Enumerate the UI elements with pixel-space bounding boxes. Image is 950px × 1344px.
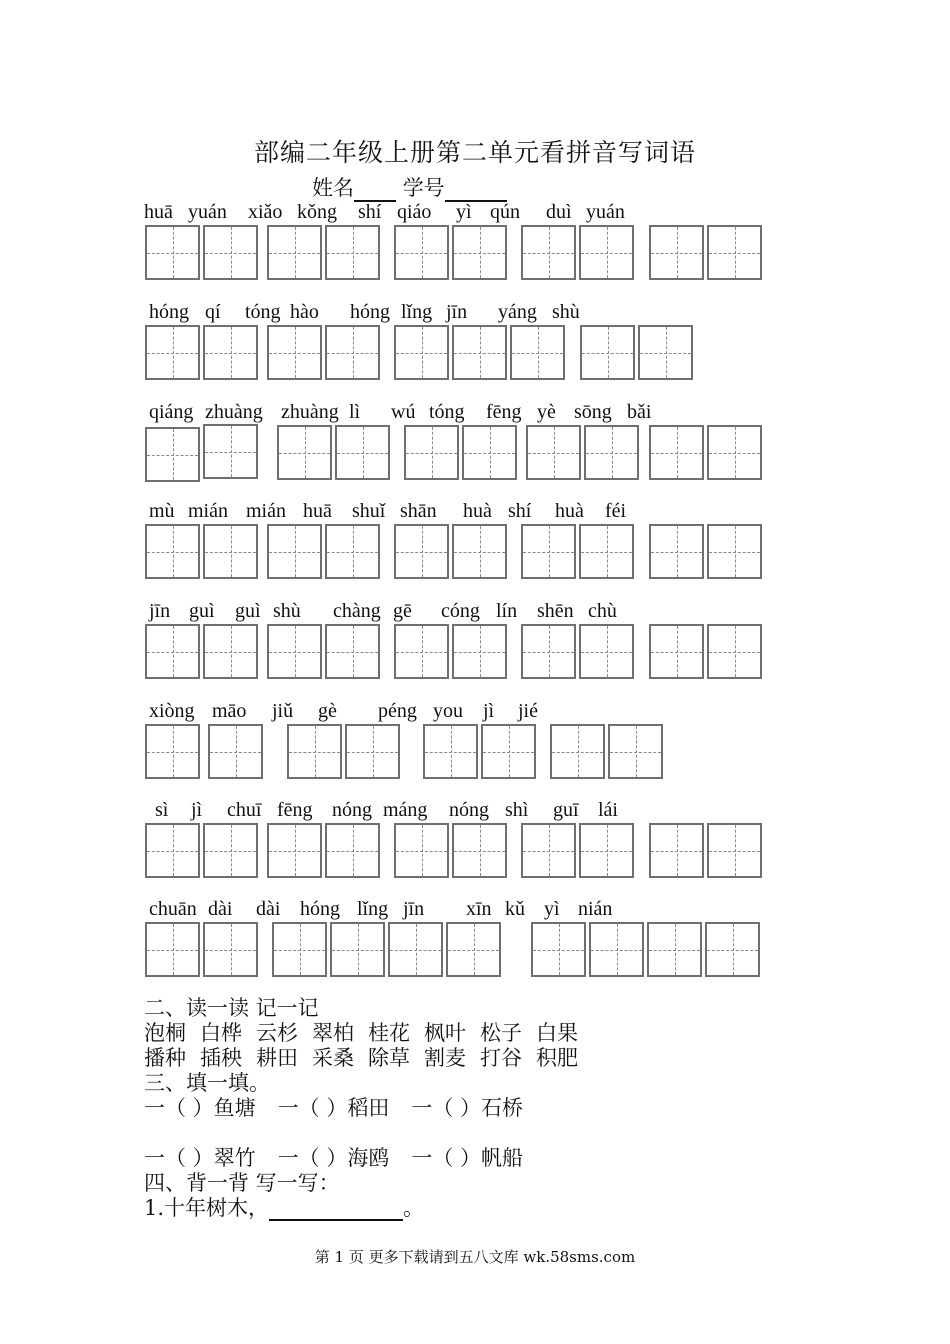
vocab-word: 插秧 xyxy=(200,1046,242,1070)
pinyin-syllable: guì xyxy=(189,600,215,622)
pinyin-syllable: gē xyxy=(393,600,412,622)
writing-box[interactable] xyxy=(510,325,565,380)
writing-box[interactable] xyxy=(707,823,762,878)
writing-box[interactable] xyxy=(267,624,322,679)
writing-box[interactable] xyxy=(203,524,258,579)
pinyin-syllable: huà xyxy=(463,500,492,522)
pinyin-syllable: qiáng xyxy=(149,401,194,423)
writing-box[interactable] xyxy=(145,624,200,679)
fill-blank-item[interactable]: 一（ ）帆船 xyxy=(411,1146,524,1170)
writing-box[interactable] xyxy=(707,225,762,280)
pinyin-syllable: fēng xyxy=(486,401,522,423)
writing-box[interactable] xyxy=(452,225,507,280)
writing-box[interactable] xyxy=(203,823,258,878)
writing-box[interactable] xyxy=(584,425,639,480)
pinyin-syllable: fēng xyxy=(277,799,313,821)
pinyin-syllable: xiòng xyxy=(149,700,195,722)
vocab-word: 打谷 xyxy=(480,1046,522,1070)
pinyin-row-7 xyxy=(0,798,950,898)
writing-box[interactable] xyxy=(267,225,322,280)
vocab-word: 枫叶 xyxy=(424,1021,466,1045)
pinyin-syllable: lǐng xyxy=(401,301,433,323)
fill-blank-item[interactable]: 一（ ）鱼塘 xyxy=(144,1096,256,1120)
pinyin-syllable: hóng xyxy=(149,301,189,323)
writing-box[interactable] xyxy=(145,325,200,380)
writing-box[interactable] xyxy=(272,922,327,977)
vocab-word: 云杉 xyxy=(256,1021,298,1045)
pinyin-syllable: qún xyxy=(490,201,520,223)
pinyin-syllable: chàng xyxy=(333,600,381,622)
section-4-title: 四、背一背 写一写： xyxy=(144,1171,340,1195)
pinyin-syllable: shí xyxy=(358,201,382,223)
writing-box[interactable] xyxy=(325,225,380,280)
pinyin-syllable: jīn xyxy=(446,301,468,323)
pinyin-syllable: zhuàng xyxy=(205,401,263,423)
writing-box[interactable] xyxy=(452,325,507,380)
pinyin-syllable: cóng xyxy=(441,600,480,622)
writing-box[interactable] xyxy=(145,427,200,482)
id-blank[interactable] xyxy=(445,180,507,202)
writing-box[interactable] xyxy=(145,524,200,579)
pinyin-row-4 xyxy=(0,499,950,599)
writing-box[interactable] xyxy=(705,922,760,977)
writing-box[interactable] xyxy=(203,225,258,280)
recite-blank[interactable] xyxy=(269,1199,403,1221)
pinyin-syllable: nián xyxy=(578,898,613,920)
pinyin-syllable: xiǎo xyxy=(248,201,283,223)
writing-box[interactable] xyxy=(580,325,635,380)
pinyin-syllable: hóng xyxy=(350,301,390,323)
vocab-word: 除草 xyxy=(368,1046,410,1070)
writing-box[interactable] xyxy=(707,425,762,480)
writing-box[interactable] xyxy=(394,624,449,679)
pinyin-row-3 xyxy=(0,400,950,500)
pinyin-syllable: chuān xyxy=(149,898,197,920)
pinyin-syllable: nóng xyxy=(332,799,372,821)
pinyin-syllable: féi xyxy=(605,500,627,522)
pinyin-syllable: gè xyxy=(318,700,337,722)
section-3-title: 三、填一填。 xyxy=(144,1071,270,1095)
writing-box[interactable] xyxy=(579,624,634,679)
pinyin-syllable: kǒng xyxy=(297,201,337,223)
writing-box[interactable] xyxy=(531,922,586,977)
writing-box[interactable] xyxy=(267,325,322,380)
vocab-word: 桂花 xyxy=(368,1021,410,1045)
writing-box[interactable] xyxy=(550,724,605,779)
recite-prefix: 1.十年树木， xyxy=(144,1196,270,1220)
pinyin-syllable: jīn xyxy=(149,600,171,622)
pinyin-syllable: lín xyxy=(496,600,518,622)
fill-blank-item[interactable]: 一（ ）翠竹 xyxy=(144,1146,256,1170)
pinyin-syllable: bǎi xyxy=(627,401,652,423)
pinyin-syllable: jiǔ xyxy=(272,700,294,722)
fill-blank-item[interactable]: 一（ ）石桥 xyxy=(411,1096,524,1120)
pinyin-syllable: wú xyxy=(391,401,416,423)
vocab-word: 播种 xyxy=(144,1046,186,1070)
pinyin-syllable: dài xyxy=(208,898,233,920)
writing-box[interactable] xyxy=(145,724,200,779)
pinyin-syllable: máng xyxy=(383,799,428,821)
pinyin-syllable: dài xyxy=(256,898,281,920)
pinyin-syllable: shēn xyxy=(537,600,574,622)
pinyin-syllable: yáng xyxy=(498,301,537,323)
writing-box[interactable] xyxy=(325,524,380,579)
pinyin-syllable: jì xyxy=(483,700,495,722)
writing-box[interactable] xyxy=(267,823,322,878)
pinyin-syllable: mián xyxy=(188,500,228,522)
pinyin-syllable: guì xyxy=(235,600,261,622)
writing-box[interactable] xyxy=(330,922,385,977)
vocab-word: 翠柏 xyxy=(312,1021,354,1045)
writing-box[interactable] xyxy=(649,524,704,579)
pinyin-syllable: tóng xyxy=(245,301,281,323)
writing-box[interactable] xyxy=(423,724,478,779)
writing-box[interactable] xyxy=(394,225,449,280)
pinyin-syllable: xīn xyxy=(466,898,492,920)
pinyin-syllable: yuán xyxy=(188,201,227,223)
pinyin-syllable: shù xyxy=(552,301,580,323)
pinyin-syllable: mián xyxy=(246,500,286,522)
vocab-word: 耕田 xyxy=(256,1046,298,1070)
writing-box[interactable] xyxy=(388,922,443,977)
pinyin-syllable: yì xyxy=(456,201,472,223)
section-2-title: 二、读一读 记一记 xyxy=(144,996,319,1020)
pinyin-syllable: shì xyxy=(505,799,529,821)
vocab-word: 割麦 xyxy=(424,1046,466,1070)
pinyin-syllable: kǔ xyxy=(505,898,525,920)
section-3-line-2 xyxy=(144,1146,545,1171)
pinyin-syllable: hào xyxy=(290,301,319,323)
vocab-word: 白果 xyxy=(536,1021,578,1045)
pinyin-syllable: shān xyxy=(400,500,437,522)
writing-box[interactable] xyxy=(208,724,263,779)
writing-box[interactable] xyxy=(452,823,507,878)
pinyin-syllable: shù xyxy=(273,600,301,622)
pinyin-syllable: tóng xyxy=(429,401,465,423)
writing-box[interactable] xyxy=(579,225,634,280)
pinyin-row-5 xyxy=(0,599,950,699)
writing-box[interactable] xyxy=(649,823,704,878)
pinyin-syllable: jīn xyxy=(403,898,425,920)
pinyin-syllable: guī xyxy=(553,799,579,821)
id-label: 学号 xyxy=(402,176,445,200)
pinyin-syllable: zhuàng xyxy=(281,401,339,423)
vocab-word: 积肥 xyxy=(536,1046,578,1070)
writing-box[interactable] xyxy=(277,425,332,480)
writing-box[interactable] xyxy=(345,724,400,779)
pinyin-syllable: chuī xyxy=(227,799,262,821)
writing-box[interactable] xyxy=(579,524,634,579)
pinyin-syllable: qí xyxy=(205,301,221,323)
writing-box[interactable] xyxy=(707,624,762,679)
pinyin-syllable: shuǐ xyxy=(352,500,386,522)
pinyin-syllable: yè xyxy=(537,401,556,423)
pinyin-syllable: qiáo xyxy=(397,201,432,223)
pinyin-syllable: nóng xyxy=(449,799,489,821)
writing-box[interactable] xyxy=(203,424,258,479)
section-2-line-1 xyxy=(144,1021,592,1046)
pinyin-row-1 xyxy=(0,200,950,300)
vocab-word: 白桦 xyxy=(200,1021,242,1045)
writing-box[interactable] xyxy=(452,524,507,579)
writing-box[interactable] xyxy=(446,922,501,977)
writing-box[interactable] xyxy=(145,823,200,878)
writing-box[interactable] xyxy=(394,325,449,380)
pinyin-syllable: mù xyxy=(149,500,175,522)
pinyin-syllable: lái xyxy=(598,799,618,821)
fill-blank-item[interactable]: 一（ ）海鸥 xyxy=(277,1146,390,1170)
writing-box[interactable] xyxy=(649,624,704,679)
pinyin-syllable: huā xyxy=(303,500,332,522)
pinyin-syllable: lǐng xyxy=(357,898,389,920)
pinyin-syllable: sōng xyxy=(574,401,612,423)
fill-blank-item[interactable]: 一（ ）稻田 xyxy=(277,1096,390,1120)
pinyin-syllable: jì xyxy=(191,799,203,821)
pinyin-row-6 xyxy=(0,699,950,799)
pinyin-syllable: chù xyxy=(588,600,617,622)
page-title: 部编二年级上册第二单元看拼音写词语 xyxy=(253,138,696,167)
pinyin-syllable: hóng xyxy=(300,898,340,920)
name-blank[interactable] xyxy=(354,180,396,202)
pinyin-syllable: shí xyxy=(508,500,532,522)
pinyin-syllable: māo xyxy=(212,700,247,722)
writing-box[interactable] xyxy=(145,922,200,977)
pinyin-syllable: péng xyxy=(378,700,417,722)
vocab-word: 松子 xyxy=(480,1021,522,1045)
section-4-item-1 xyxy=(144,1196,424,1221)
writing-box[interactable] xyxy=(521,524,576,579)
writing-box[interactable] xyxy=(526,425,581,480)
writing-box[interactable] xyxy=(404,425,459,480)
writing-box[interactable] xyxy=(521,225,576,280)
pinyin-syllable: you xyxy=(433,700,463,722)
pinyin-syllable: sì xyxy=(155,799,169,821)
pinyin-syllable: duì xyxy=(546,201,572,223)
pinyin-syllable: huā xyxy=(144,201,173,223)
pinyin-syllable: yuán xyxy=(586,201,625,223)
writing-box[interactable] xyxy=(325,624,380,679)
pinyin-syllable: huà xyxy=(555,500,584,522)
writing-box[interactable] xyxy=(462,425,517,480)
vocab-word: 泡桐 xyxy=(144,1021,186,1045)
writing-box[interactable] xyxy=(325,325,380,380)
writing-box[interactable] xyxy=(203,922,258,977)
writing-box[interactable] xyxy=(608,724,663,779)
name-label: 姓名 xyxy=(312,176,354,200)
recite-suffix: 。 xyxy=(403,1196,425,1220)
pinyin-syllable: jié xyxy=(518,700,538,722)
page-footer: 第 1 页 更多下载请到五八文库 wk.58sms.com xyxy=(314,1248,636,1266)
writing-box[interactable] xyxy=(325,823,380,878)
pinyin-row-2 xyxy=(0,300,950,400)
writing-box[interactable] xyxy=(707,524,762,579)
writing-box[interactable] xyxy=(394,823,449,878)
pinyin-row-8 xyxy=(0,897,950,997)
writing-box[interactable] xyxy=(649,425,704,480)
writing-box[interactable] xyxy=(649,225,704,280)
pinyin-syllable: lì xyxy=(349,401,361,423)
section-2-line-2 xyxy=(144,1046,592,1071)
writing-box[interactable] xyxy=(394,524,449,579)
writing-box[interactable] xyxy=(203,624,258,679)
writing-box[interactable] xyxy=(638,325,693,380)
section-3-line-1 xyxy=(144,1096,545,1121)
vocab-word: 采桑 xyxy=(312,1046,354,1070)
writing-box[interactable] xyxy=(589,922,644,977)
writing-box[interactable] xyxy=(203,325,258,380)
writing-box[interactable] xyxy=(145,225,200,280)
writing-box[interactable] xyxy=(452,624,507,679)
writing-box[interactable] xyxy=(267,524,322,579)
name-id-row xyxy=(312,172,507,202)
pinyin-syllable: yì xyxy=(544,898,560,920)
writing-box[interactable] xyxy=(287,724,342,779)
writing-box[interactable] xyxy=(647,922,702,977)
writing-box[interactable] xyxy=(521,823,576,878)
writing-box[interactable] xyxy=(335,425,390,480)
writing-box[interactable] xyxy=(481,724,536,779)
writing-box[interactable] xyxy=(579,823,634,878)
writing-box[interactable] xyxy=(521,624,576,679)
